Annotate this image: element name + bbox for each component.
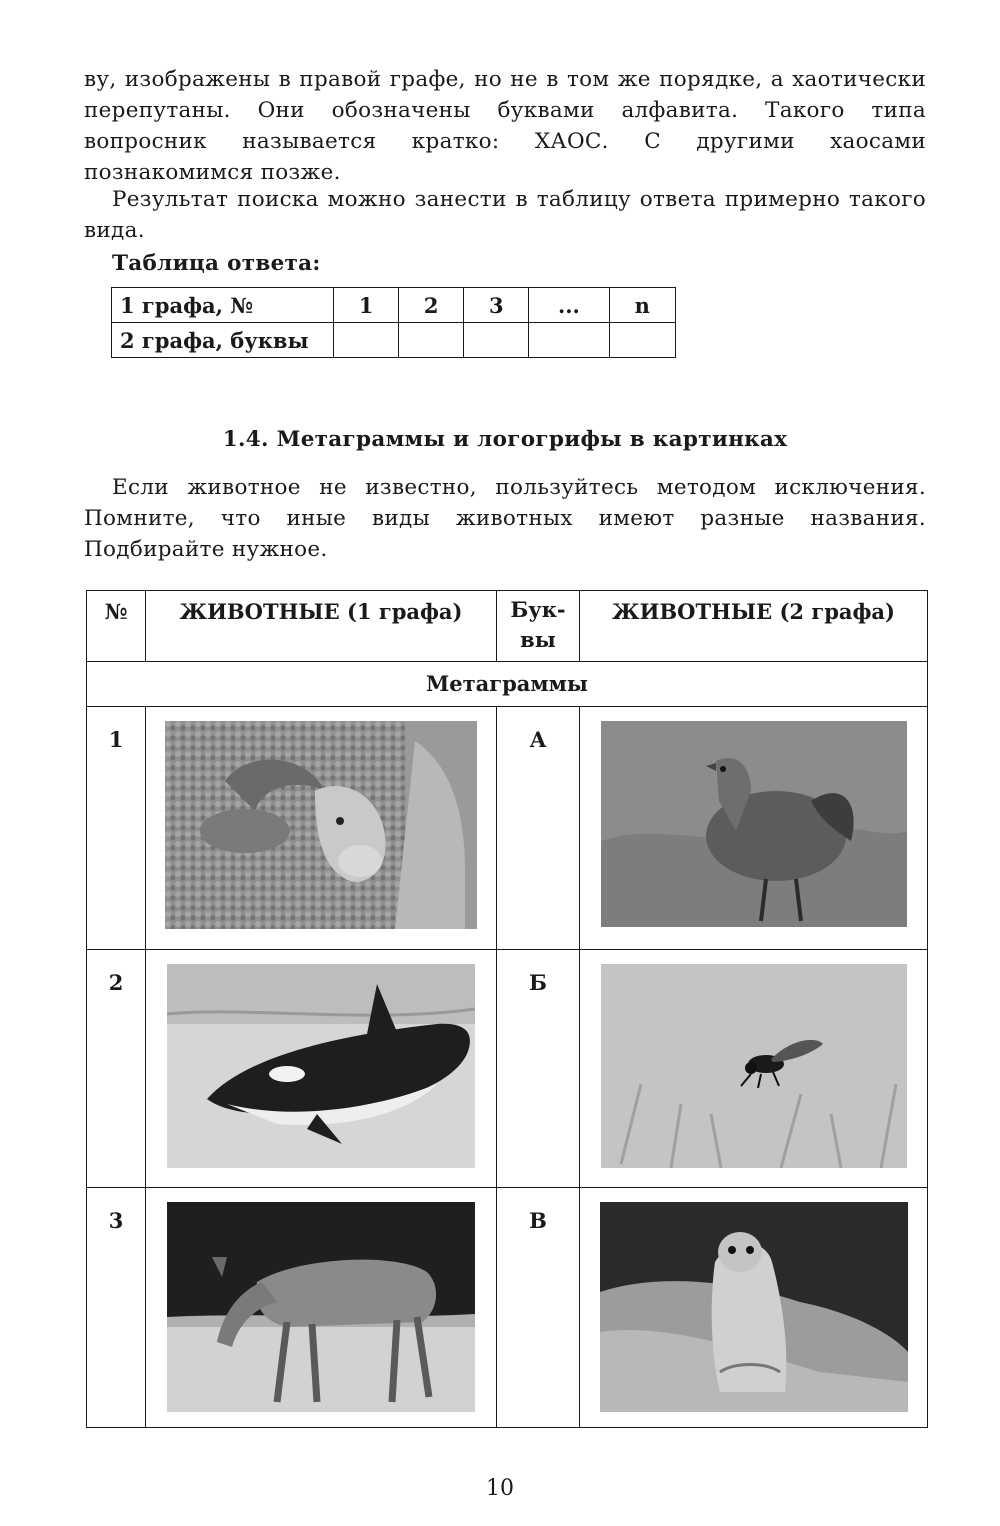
header-letters-line2: вы [520, 627, 556, 652]
answer-cell-n [609, 323, 676, 358]
animals-table [86, 590, 928, 1428]
header-col2: ЖИВОТНЫЕ (2 графа) [580, 591, 928, 662]
row-letter: Б [497, 950, 580, 1188]
table-row [87, 707, 928, 950]
answer-table [111, 287, 676, 358]
left-photo-cell [146, 950, 497, 1188]
result-paragraph: Результат поиска можно занести в таблицу ответа примерно такого вида. [84, 187, 926, 243]
animals-table-header [87, 591, 928, 662]
wild-ass-photo-icon [167, 1202, 475, 1412]
answer-col-3: 3 [464, 288, 529, 323]
right-photo-cell [580, 707, 928, 950]
row-number: 1 [87, 707, 146, 950]
header-col1: ЖИВОТНЫЕ (1 графа) [146, 591, 497, 662]
right-photo-cell [580, 1188, 928, 1428]
orca-photo-icon [167, 964, 475, 1168]
header-letters-line1: Бук- [510, 597, 566, 622]
row-letter: А [497, 707, 580, 950]
answer-row2-label: 2 графа, буквы [112, 323, 334, 358]
header-num: № [87, 591, 146, 662]
meerkat-photo-icon [600, 1202, 908, 1412]
answer-cell-2 [399, 323, 464, 358]
row-letter: В [497, 1188, 580, 1428]
table-row [87, 1188, 928, 1428]
section-title: 1.4. Метаграммы и логогрифы в картинках [222, 427, 788, 452]
page-number: 10 [486, 1476, 514, 1501]
answer-row1-label: 1 графа, № [112, 288, 334, 323]
hen-photo-icon [601, 721, 907, 927]
answer-table-row-numbers [112, 288, 676, 323]
section-row-label: Метаграммы [87, 662, 928, 707]
left-photo-cell [146, 707, 497, 950]
intro-paragraph: ву, изображены в правой графе, но не в том же порядке, а хаотически перепутаны. Они обозначены буквами алфавита. Такого типа вопросник называется кратко: ХАОС. С другими хаосами познакомимся позже. [84, 67, 926, 185]
answer-col-n: n [609, 288, 676, 323]
answer-cell-3 [464, 323, 529, 358]
left-photo-cell [146, 1188, 497, 1428]
answer-table-row-letters [112, 323, 676, 358]
row-number: 2 [87, 950, 146, 1188]
header-letters [497, 591, 580, 662]
answer-col-2: 2 [399, 288, 464, 323]
right-photo-cell [580, 950, 928, 1188]
answer-cell-ellipsis [529, 323, 609, 358]
answer-cell-1 [334, 323, 399, 358]
ram-photo-icon [165, 721, 477, 929]
table-row [87, 950, 928, 1188]
answer-col-1: 1 [334, 288, 399, 323]
section-row [87, 662, 928, 707]
row-number: 3 [87, 1188, 146, 1428]
answer-col-ellipsis: ... [529, 288, 609, 323]
fly-photo-icon [601, 964, 907, 1168]
answer-table-label: Таблица ответа: [112, 251, 321, 276]
section-paragraph: Если животное не известно, пользуйтесь методом исключения. Помните, что иные виды животных имеют разные названия. Подбирайте нужное. [84, 475, 926, 562]
